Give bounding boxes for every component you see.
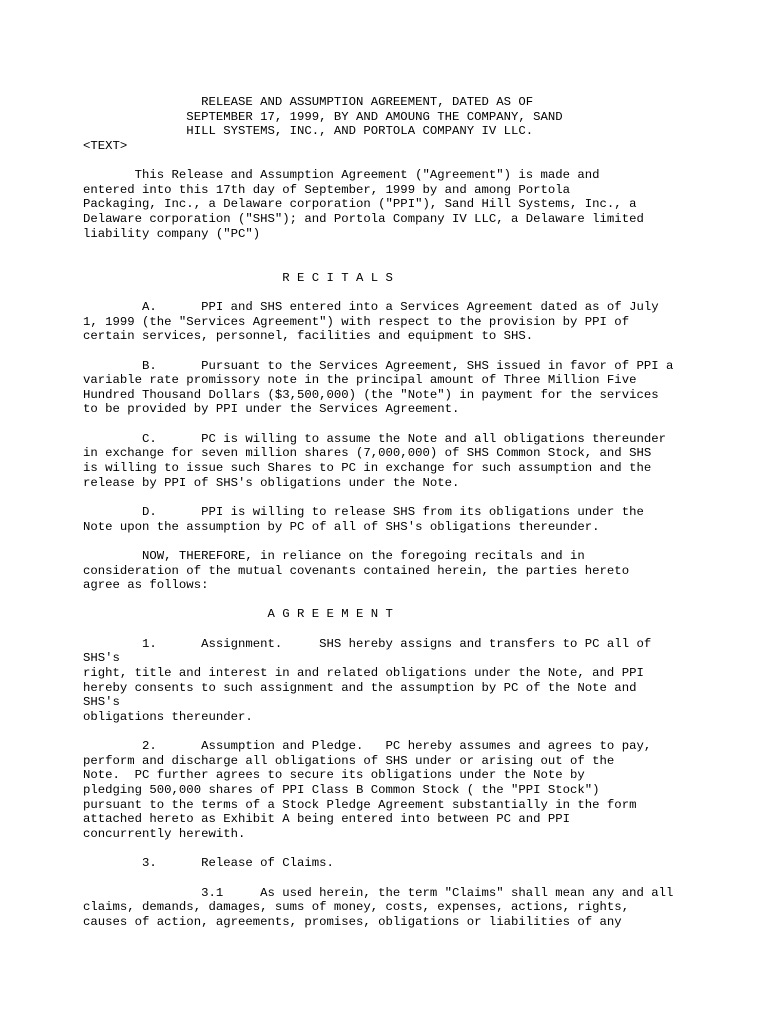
document-line: release by PPI of SHS's obligations under the Note. [83, 475, 460, 490]
document-line: 1, 1999 (the "Services Agreement") with respect to the provision by PPI of [83, 314, 630, 329]
document-line [83, 241, 673, 256]
document-line [83, 490, 673, 505]
document-line: A. PPI and SHS entered into a Services Agreement dated as of July [83, 299, 659, 314]
document-line: in exchange for seven million shares (7,000,000) of SHS Common Stock, and SHS [83, 446, 652, 461]
document-line: variable rate promissory note in the principal amount of Three Million Five [83, 373, 637, 388]
document-line: R E C I T A L S [83, 270, 393, 285]
document-line: consideration of the mutual covenants contained herein, the parties hereto [83, 563, 630, 578]
document-line [83, 622, 673, 637]
document-line [83, 285, 673, 300]
document-line [83, 842, 673, 857]
document-line: concurrently herewith. [83, 827, 246, 842]
document-line: claims, demands, damages, sums of money, costs, expenses, actions, rights, [83, 900, 630, 915]
document-line: perform and discharge all obligations of SHS under or arising out of the [83, 753, 615, 768]
document-line [83, 534, 673, 549]
document-line [83, 417, 673, 432]
document-line: A G R E E M E N T [83, 607, 393, 622]
document-line: SHS's [83, 651, 120, 666]
document-line [83, 593, 673, 608]
document-line [83, 256, 673, 271]
document-line: C. PC is willing to assume the Note and all obligations thereunder [83, 431, 666, 446]
document-line: RELEASE AND ASSUMPTION AGREEMENT, DATED AS OF [83, 95, 534, 109]
document-line: 3. Release of Claims. [83, 856, 334, 871]
document-line: Note. PC further agrees to secure its obligations under the Note by [83, 768, 585, 783]
document-line: This Release and Assumption Agreement ("Agreement") is made and [83, 168, 600, 183]
document-line: is willing to issue such Shares to PC in exchange for such assumption and the [83, 461, 652, 476]
document-line: Packaging, Inc., a Delaware corporation ("PPI"), Sand Hill Systems, Inc., a [83, 197, 637, 212]
document-line: right, title and interest in and related obligations under the Note, and PPI [83, 665, 644, 680]
document-line: 2. Assumption and Pledge. PC hereby assumes and agrees to pay, [83, 739, 652, 754]
document-line: certain services, personnel, facilities and equipment to SHS. [83, 329, 534, 344]
document-line: HILL SYSTEMS, INC., AND PORTOLA COMPANY IV LLC. [83, 124, 534, 139]
document-line: 1. Assignment. SHS hereby assigns and transfers to PC all of [83, 636, 652, 651]
document-line [83, 871, 673, 886]
document-line: NOW, THEREFORE, in reliance on the foregoing recitals and in [83, 548, 585, 563]
document-line: Note upon the assumption by PC of all of SHS's obligations thereunder. [83, 519, 600, 534]
document-line [83, 725, 673, 740]
document-line: 3.1 As used herein, the term "Claims" shall mean any and all [83, 885, 674, 900]
document-line [83, 344, 673, 359]
document-line: pledging 500,000 shares of PPI Class B Common Stock ( the "PPI Stock") [83, 783, 600, 798]
document-line: D. PPI is willing to release SHS from its obligations under the [83, 504, 644, 519]
document-line: SHS's [83, 695, 120, 710]
document-line: entered into this 17th day of September, 1999 by and among Portola [83, 182, 571, 197]
document-line: SEPTEMBER 17, 1999, BY AND AMOUNG THE COMPANY, SAND [83, 109, 563, 124]
document-line: Hundred Thousand Dollars ($3,500,000) (the "Note") in payment for the services [83, 387, 659, 402]
document-line: liability company ("PC") [83, 226, 261, 241]
document-line [83, 154, 673, 169]
document-body [83, 95, 673, 930]
document-line: B. Pursuant to the Services Agreement, SHS issued in favor of PPI a [83, 358, 674, 373]
document-line: hereby consents to such assignment and the assumption by PC of the Note and [83, 680, 637, 695]
document-line: attached hereto as Exhibit A being entered into between PC and PPI [83, 812, 571, 827]
document-line: pursuant to the terms of a Stock Pledge Agreement substantially in the form [83, 797, 637, 812]
document-line: to be provided by PPI under the Services Agreement. [83, 402, 460, 417]
document-line: obligations thereunder. [83, 709, 253, 724]
document-line: agree as follows: [83, 578, 209, 593]
document-line: causes of action, agreements, promises, obligations or liabilities of any [83, 914, 622, 929]
document-line: <TEXT> [83, 138, 128, 153]
document-line: Delaware corporation ("SHS"); and Portola Company IV LLC, a Delaware limited [83, 212, 644, 227]
